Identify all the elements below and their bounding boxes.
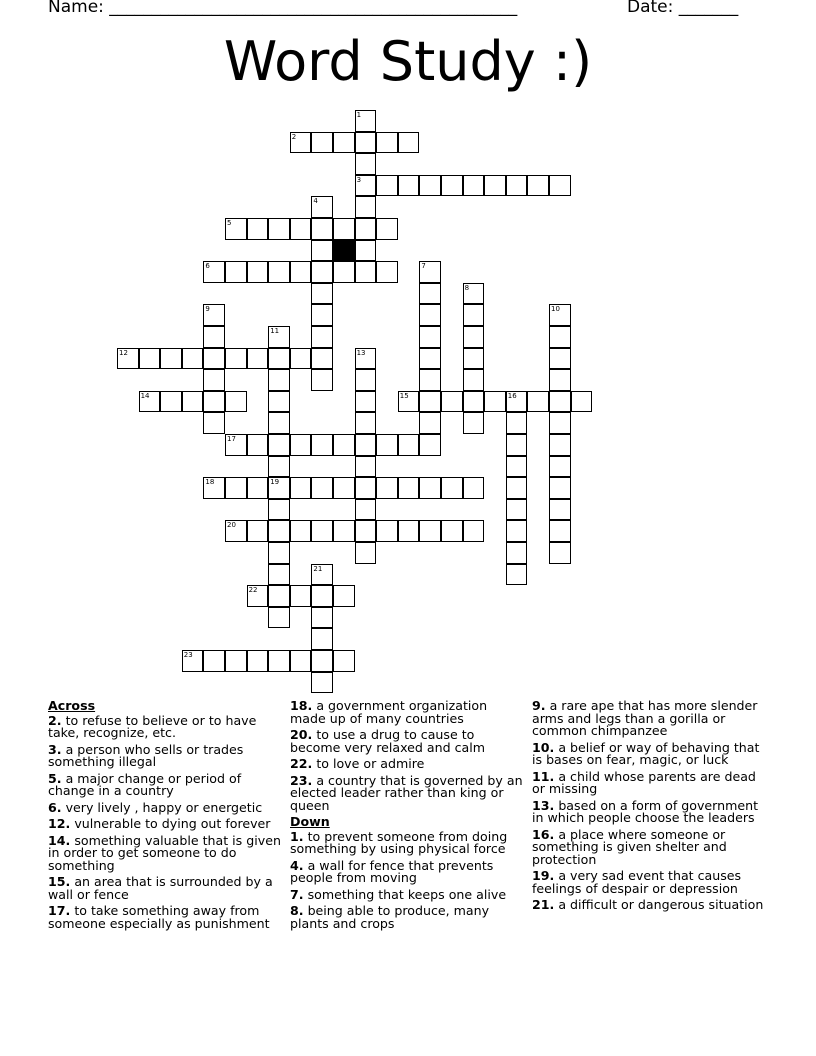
grid-cell[interactable] (549, 175, 571, 197)
grid-cell[interactable] (549, 542, 571, 564)
grid-cell[interactable] (225, 391, 247, 413)
clue-down-21: 21. a difficult or dangerous situation (532, 897, 764, 912)
grid-cell[interactable] (355, 153, 377, 175)
grid-cell[interactable] (419, 175, 441, 197)
grid-cell[interactable] (549, 412, 571, 434)
grid-cell[interactable] (268, 391, 290, 413)
grid-cell[interactable] (333, 520, 355, 542)
grid-cell[interactable] (419, 391, 441, 413)
grid-cell[interactable] (506, 520, 528, 542)
grid-cell[interactable] (290, 261, 312, 283)
grid-cell[interactable] (549, 326, 571, 348)
clue-number: 4 (313, 197, 318, 206)
grid-cell[interactable] (311, 326, 333, 348)
clue-down-4: 4. a wall for fence that prevents people from moving (290, 857, 494, 885)
grid-cell[interactable] (225, 348, 247, 370)
grid-cell[interactable] (290, 132, 312, 154)
grid-cell[interactable] (203, 650, 225, 672)
grid-cell[interactable] (290, 585, 312, 607)
grid-cell[interactable] (419, 434, 441, 456)
grid-cell[interactable] (549, 456, 571, 478)
grid-cell[interactable] (355, 110, 377, 132)
grid-cell[interactable] (247, 218, 269, 240)
grid-cell[interactable] (268, 520, 290, 542)
grid-cell[interactable] (463, 348, 485, 370)
grid-cell[interactable] (290, 218, 312, 240)
grid-cell[interactable] (247, 520, 269, 542)
grid-cell[interactable] (311, 607, 333, 629)
grid-cell[interactable] (549, 434, 571, 456)
clue-column-1 (48, 700, 284, 934)
grid-cell[interactable] (376, 477, 398, 499)
clue-number: 10 (551, 305, 560, 314)
clue-across-2: 2. to refuse to believe or to have take, recognize, etc. (48, 712, 257, 740)
grid-cell[interactable] (419, 283, 441, 305)
grid-cell[interactable] (203, 391, 225, 413)
grid-cell[interactable] (247, 434, 269, 456)
grid-cell[interactable] (311, 196, 333, 218)
grid-cell[interactable] (311, 240, 333, 262)
grid-cell[interactable] (311, 348, 333, 370)
grid-cell[interactable] (571, 391, 593, 413)
clue-number: 6 (205, 262, 210, 271)
grid-cell[interactable] (247, 650, 269, 672)
grid-cell[interactable] (463, 326, 485, 348)
grid-cell[interactable] (355, 348, 377, 370)
grid-cell[interactable] (398, 434, 420, 456)
clue-column-3 (532, 700, 768, 916)
grid-cell[interactable] (333, 132, 355, 154)
grid-cell[interactable] (225, 477, 247, 499)
grid-cell[interactable] (441, 520, 463, 542)
grid-cell[interactable] (419, 369, 441, 391)
clue-number: 1 (356, 111, 362, 119)
grid-cell[interactable] (549, 499, 571, 521)
grid-cell[interactable] (506, 456, 528, 478)
grid-cell[interactable] (333, 650, 355, 672)
grid-cell[interactable] (333, 261, 355, 283)
grid-cell[interactable] (376, 520, 398, 542)
clue-number: 13 (356, 348, 366, 357)
grid-cell[interactable] (376, 218, 398, 240)
grid-cell[interactable] (506, 391, 528, 413)
grid-cell[interactable] (355, 132, 377, 154)
grid-cell[interactable] (290, 520, 312, 542)
grid-cell[interactable] (225, 218, 247, 240)
clue-across-15: 15. an area that is surrounded by a wall or fence (48, 874, 273, 902)
grid-cell[interactable] (311, 564, 333, 586)
grid-cell[interactable] (311, 434, 333, 456)
clue-across-14: 14. something valuable that is given in order to get someone to do something (48, 832, 281, 873)
grid-cell[interactable] (182, 348, 204, 370)
grid-cell[interactable] (355, 369, 377, 391)
grid-cell[interactable] (527, 175, 549, 197)
grid-cell[interactable] (203, 348, 225, 370)
grid-cell[interactable] (398, 520, 420, 542)
grid-cell[interactable] (549, 348, 571, 370)
grid-cell[interactable] (376, 434, 398, 456)
grid-cell[interactable] (419, 477, 441, 499)
grid-cell[interactable] (506, 542, 528, 564)
clue-number: 20 (227, 521, 236, 530)
grid-cell[interactable] (506, 499, 528, 521)
grid-cell[interactable] (441, 477, 463, 499)
grid-cell[interactable] (268, 348, 290, 370)
date-field-label: Date: _______ (627, 0, 739, 17)
clue-number: 17 (227, 435, 236, 443)
clue-number: 14 (140, 391, 150, 400)
grid-cell[interactable] (333, 434, 355, 456)
clue-across-23: 23. a country that is governed by an elected leader rather than king or queen (290, 772, 523, 813)
clue-across-17: 17. to take something away from someone especially as punishment (48, 903, 270, 931)
grid-cell[interactable] (398, 477, 420, 499)
clue-number: 19 (270, 478, 280, 487)
grid-cell[interactable] (463, 369, 485, 391)
name-field-label: Name: ________________________________________________ (48, 0, 518, 17)
grid-cell[interactable] (268, 650, 290, 672)
grid-cell[interactable] (419, 326, 441, 348)
grid-cell[interactable] (203, 477, 225, 499)
grid-cell[interactable] (268, 261, 290, 283)
grid-cell[interactable] (311, 304, 333, 326)
grid-cell[interactable] (419, 261, 441, 283)
grid-cell[interactable] (117, 348, 139, 370)
grid-cell[interactable] (506, 175, 528, 197)
grid-cell[interactable] (311, 261, 333, 283)
grid-cell[interactable] (268, 607, 290, 629)
grid-cell[interactable] (268, 542, 290, 564)
clue-across-3: 3. a person who sells or trades something illegal (48, 741, 244, 769)
clue-across-5: 5. a major change or period of change in a country (48, 770, 242, 798)
grid-cell[interactable] (484, 391, 506, 413)
grid-cell[interactable] (355, 542, 377, 564)
down-heading: Down (290, 814, 330, 829)
grid-cell[interactable] (376, 132, 398, 154)
clue-down-16: 16. a place where someone or something is given shelter and protection (532, 826, 727, 867)
clue-number: 23 (183, 651, 193, 659)
grid-cell[interactable] (139, 348, 161, 370)
clue-number: 18 (205, 478, 215, 487)
grid-cell[interactable] (355, 196, 377, 218)
grid-cell[interactable] (139, 391, 161, 413)
grid-cell[interactable] (290, 650, 312, 672)
grid-cell[interactable] (549, 391, 571, 413)
grid-cell[interactable] (419, 348, 441, 370)
clue-number: 22 (248, 586, 258, 595)
clue-down-13: 13. based on a form of government in which people choose the leaders (532, 797, 759, 825)
grid-cell[interactable] (268, 326, 290, 348)
grid-cell[interactable] (419, 412, 441, 434)
grid-cell[interactable] (160, 391, 182, 413)
grid-cell[interactable] (549, 477, 571, 499)
clue-across-6: 6. very lively , happy or energetic (48, 799, 263, 815)
grid-cell[interactable] (506, 564, 528, 586)
grid-cell[interactable] (463, 412, 485, 434)
grid-cell[interactable] (311, 672, 333, 694)
clue-number: 9 (205, 305, 210, 314)
clue-down-19: 19. a very sad event that causes feelings of despair or depression (532, 868, 742, 896)
grid-cell[interactable] (160, 348, 182, 370)
clue-number: 2 (291, 132, 297, 141)
grid-cell[interactable] (311, 477, 333, 499)
grid-cell[interactable] (225, 650, 247, 672)
clue-number: 12 (119, 348, 128, 357)
grid-cell[interactable] (463, 477, 485, 499)
grid-cell[interactable] (268, 434, 290, 456)
grid-cell[interactable] (549, 369, 571, 391)
clue-down-7: 7. something that keeps one alive (290, 886, 507, 902)
grid-cell[interactable] (355, 456, 377, 478)
clue-down-1: 1. to prevent someone from doing something by using physical force (290, 828, 508, 856)
grid-cell[interactable] (268, 585, 290, 607)
black-cell (333, 240, 355, 262)
grid-cell[interactable] (355, 175, 377, 197)
clue-down-9: 9. a rare ape that has more slender arms and legs than a gorilla or common chimpanzee (532, 698, 758, 738)
grid-cell[interactable] (311, 520, 333, 542)
grid-cell[interactable] (355, 499, 377, 521)
grid-cell[interactable] (441, 391, 463, 413)
clue-number: 5 (227, 219, 232, 227)
grid-cell[interactable] (225, 434, 247, 456)
clue-down-11: 11. a child whose parents are dead or missing (532, 768, 756, 796)
grid-cell[interactable] (355, 520, 377, 542)
grid-cell[interactable] (203, 304, 225, 326)
grid-cell[interactable] (311, 369, 333, 391)
clue-number: 15 (399, 391, 409, 400)
clue-number: 3 (356, 175, 362, 184)
clue-across-12: 12. vulnerable to dying out forever (48, 816, 271, 831)
grid-cell[interactable] (506, 477, 528, 499)
clue-down-8: 8. being able to produce, many plants and crops (290, 903, 490, 931)
clue-number: 7 (421, 262, 426, 271)
grid-cell[interactable] (311, 628, 333, 650)
grid-cell[interactable] (247, 348, 269, 370)
grid-cell[interactable] (506, 434, 528, 456)
page-title: Word Study :) (223, 30, 593, 93)
grid-cell[interactable] (182, 391, 204, 413)
grid-cell[interactable] (311, 585, 333, 607)
grid-cell[interactable] (268, 477, 290, 499)
grid-cell[interactable] (463, 283, 485, 305)
grid-cell[interactable] (225, 261, 247, 283)
clue-across-20: 20. to use a drug to cause to become very relaxed and calm (290, 727, 486, 755)
grid-cell[interactable] (268, 456, 290, 478)
grid-cell[interactable] (355, 412, 377, 434)
grid-cell[interactable] (419, 304, 441, 326)
grid-cell[interactable] (290, 477, 312, 499)
grid-cell[interactable] (333, 218, 355, 240)
grid-cell[interactable] (203, 412, 225, 434)
grid-cell[interactable] (182, 650, 204, 672)
grid-cell[interactable] (290, 434, 312, 456)
grid-cell[interactable] (268, 412, 290, 434)
grid-cell[interactable] (376, 175, 398, 197)
grid-cell[interactable] (247, 477, 269, 499)
grid-cell[interactable] (333, 477, 355, 499)
grid-cell[interactable] (203, 326, 225, 348)
grid-cell[interactable] (268, 499, 290, 521)
grid-cell[interactable] (268, 369, 290, 391)
grid-cell[interactable] (311, 218, 333, 240)
grid-cell[interactable] (290, 348, 312, 370)
clue-number: 8 (464, 283, 470, 292)
grid-cell[interactable] (333, 585, 355, 607)
grid-cell[interactable] (463, 175, 485, 197)
clue-across-22: 22. to love or admire (290, 756, 425, 771)
grid-cell[interactable] (203, 261, 225, 283)
grid-cell[interactable] (398, 175, 420, 197)
clue-down-10: 10. a belief or way of behaving that is bases on fear, magic, or luck (532, 739, 760, 767)
grid-cell[interactable] (247, 261, 269, 283)
grid-cell[interactable] (527, 391, 549, 413)
grid-cell[interactable] (311, 650, 333, 672)
clue-column-2 (290, 700, 526, 934)
grid-cell[interactable] (355, 218, 377, 240)
grid-cell[interactable] (355, 240, 377, 262)
grid-cell[interactable] (311, 132, 333, 154)
clue-number: 21 (313, 564, 323, 573)
across-heading: Across (48, 698, 96, 713)
grid-cell[interactable] (268, 218, 290, 240)
grid-cell[interactable] (484, 175, 506, 197)
clue-across-18: 18. a government organization made up of many countries (290, 698, 488, 726)
grid-cell[interactable] (398, 132, 420, 154)
grid-cell[interactable] (463, 520, 485, 542)
grid-cell[interactable] (355, 477, 377, 499)
grid-cell[interactable] (225, 520, 247, 542)
clue-number: 11 (270, 327, 280, 335)
grid-cell[interactable] (247, 585, 269, 607)
grid-cell[interactable] (419, 520, 441, 542)
clue-number: 16 (507, 391, 517, 400)
grid-cell[interactable] (376, 261, 398, 283)
grid-cell[interactable] (549, 520, 571, 542)
grid-cell[interactable] (203, 369, 225, 391)
grid-cell[interactable] (355, 391, 377, 413)
grid-cell[interactable] (463, 391, 485, 413)
grid-cell[interactable] (355, 434, 377, 456)
grid-cell[interactable] (398, 391, 420, 413)
grid-cell[interactable] (463, 304, 485, 326)
grid-cell[interactable] (355, 261, 377, 283)
grid-cell[interactable] (311, 283, 333, 305)
grid-cell[interactable] (506, 412, 528, 434)
grid-cell[interactable] (549, 304, 571, 326)
grid-cell[interactable] (441, 175, 463, 197)
grid-cell[interactable] (268, 564, 290, 586)
